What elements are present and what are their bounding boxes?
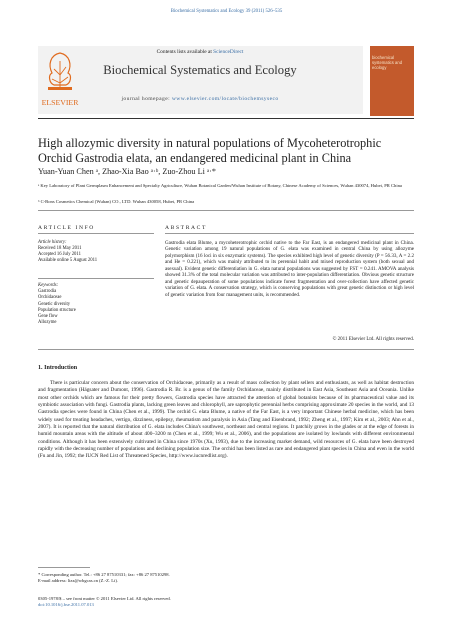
keywords <box>38 283 154 326</box>
history-rule <box>38 278 154 279</box>
keywords-label: Keywords: <box>38 283 59 288</box>
header-rule <box>38 118 414 119</box>
article-history <box>38 240 154 264</box>
abstract-rule <box>165 233 414 234</box>
homepage-link[interactable]: www.elsevier.com/locate/biochemsyseco <box>171 96 279 102</box>
keyword-item: Population structure <box>38 307 76 313</box>
abstract-text: Gastrodia elata Blume, a mycoheterotrophic orchid native to the Far East, is an endangered medicinal plant in China. Genetic variation among 19 natural populations of G. elata was examined in central China by using allozyme polymorphism (16 loci in six enzymatic systems). The species exhibited high level of genetic diversity (P = 56.33, A = 2.2 and He = 0.221), which was mainly attributed to its perennial habit and mixed reproduction system (both sexual and asexual). Evident genetic differentiation in G. elata natural populations was suggested by FST = 0.241. AMOVA analysis showed 31.3% of the total molecular variation was attributed to inter-population differentiation. Obvious genetic structure and genetic depauperation of some populations indicate forest fragmentation and over-collection have affected genetic variation of G. elata. A conservation strategy, which is conserving populations with great genetic distinction or high level of genetic variation from four management units, is recommended. <box>165 240 414 298</box>
elsevier-wordmark: ELSEVIER <box>41 98 79 107</box>
keyword-item: Allozyme <box>38 320 57 326</box>
affiliation-b: ᵇ C-Bons Cosmetics Chemical (Wuhan) CO., LTD. Wuhan 430058, Hubei, PR China <box>38 199 195 204</box>
article-info-rule <box>38 233 154 234</box>
journal-header-box <box>38 46 363 114</box>
keyword-item: Gene flow <box>38 314 58 320</box>
abstract-heading: ABSTRACT <box>165 225 208 231</box>
keyword-item: Genetic diversity <box>38 301 71 307</box>
email-address[interactable]: E-mail address: lizz@wbgcas.cn (Z.-Z. Li). <box>38 578 118 583</box>
received-date: Received 18 May 2011 <box>38 246 82 252</box>
online-date: Available online 5 August 2011 <box>38 258 98 264</box>
journal-homepage <box>70 96 330 102</box>
issn-line: 0305-1978/$ – see front matter © 2011 Elsevier Ltd. All rights reserved. <box>38 596 171 601</box>
contents-line <box>100 49 300 55</box>
article-info-heading: ARTICLE INFO <box>38 225 95 231</box>
corresponding-author: * Corresponding author. Tel.: +86 27 87510331; fax: +86 27 87510298. <box>38 572 170 577</box>
homepage-prefix: journal homepage: <box>121 96 172 102</box>
doi-link[interactable]: doi:10.1016/j.bse.2011.07.013 <box>38 602 94 607</box>
section-rule <box>38 349 414 350</box>
accepted-date: Accepted 16 July 2011 <box>38 252 81 258</box>
affiliation-a: ᵃ Key Laboratory of Plant Germplasm Enhancement and Specialty Agriculture, Wuhan Botanical Garden/Wuhan Institute of Botany, Chinese Academy of Sciences, Wuhan 430074, Hubei, PR China <box>38 183 402 188</box>
author-list: Yuan-Yuan Chen ᵃ, Zhao-Xia Bao ᵃ·ᵇ, Zuo-Zhou Li ᵃ·* <box>38 167 216 176</box>
journal-name: Biochemical Systematics and Ecology <box>103 63 297 77</box>
footnote <box>38 572 338 584</box>
footnote-rule <box>38 567 90 568</box>
abstract-copyright: © 2011 Elsevier Ltd. All rights reserved. <box>332 337 414 342</box>
keyword-item: Orchidaceae <box>38 295 62 301</box>
cover-title: biochemical systematics and ecology <box>372 55 403 70</box>
running-head: Biochemical Systematics and Ecology 39 (2011) 526–535 <box>170 9 283 14</box>
introduction-text: There is particular concern about the conservation of Orchidaceae, primarily as a result of mass collection by plant sellers and enthusiasts, as well as habitat destruction and fragmentation (Hágsater and Dumont, 1996). Gastrodia R. Br. is a genus of the family Orchidaceae, mainly distributed in East Asia, Southeast Asia and Oceania. Unlike most other orchids which are famous for their pretty flowers, Gastrodia species have attracted the attention of global botanists because of its pharmaceutical value and its symbiotic association with fungi. Gastrodia plants, lacking green leaves and chlorophyll, are saprophytic perennial herbs comprising approximate 20 species in the world, and 13 Gastrodia species were found in China (Chen et al., 1999). The orchid G. elata Blume, a native of the Far East, is a very important Chinese herbal medicine, which has been widely used for treating headaches, vertigo, dizziness, epilepsy, rheumatism and paralysis in Asia (Tang and Eisenbrand, 1992; Zheng et al., 1997; Kim et al., 2003; Ahn et al., 2007). It is reported that the natural distribution of G. elata includes China's southwest, northeast and central regions. It patchily grows in the glades or at the edge of forests in humid mountain areas with the altitude of about 400–3200 m (Chen et al., 1999; Wu et al., 2006), and the populations are isolated by lowlands with different environmental conditions. Although it has been extensively cultivated in China since 1970s (Xu, 1993), due to the increasing market demand, wild resources of G. elata have been destroyed rapidly with the decreasing number of populations and declining population size. The orchid has been listed as rare and endangered plant species in China and even in the world (Fu and Jin, 1992; the IUCN Red List of Threatened Species, http://www.iucnredlist.org). <box>38 380 414 460</box>
affiliation-rule <box>38 210 414 211</box>
contents-prefix: Contents lists available at <box>156 49 214 55</box>
article-title: High allozymic diversity in natural populations of Mycoheterotrophic Orchid Gastrodia elata, an endangered medicinal plant in China <box>38 136 382 165</box>
front-matter-meta <box>38 596 338 608</box>
introduction-heading: 1. Introduction <box>38 365 78 371</box>
keyword-item: Gastrodia <box>38 289 57 295</box>
sciencedirect-link[interactable]: ScienceDirect <box>213 49 244 55</box>
history-label: Article history: <box>38 240 67 245</box>
